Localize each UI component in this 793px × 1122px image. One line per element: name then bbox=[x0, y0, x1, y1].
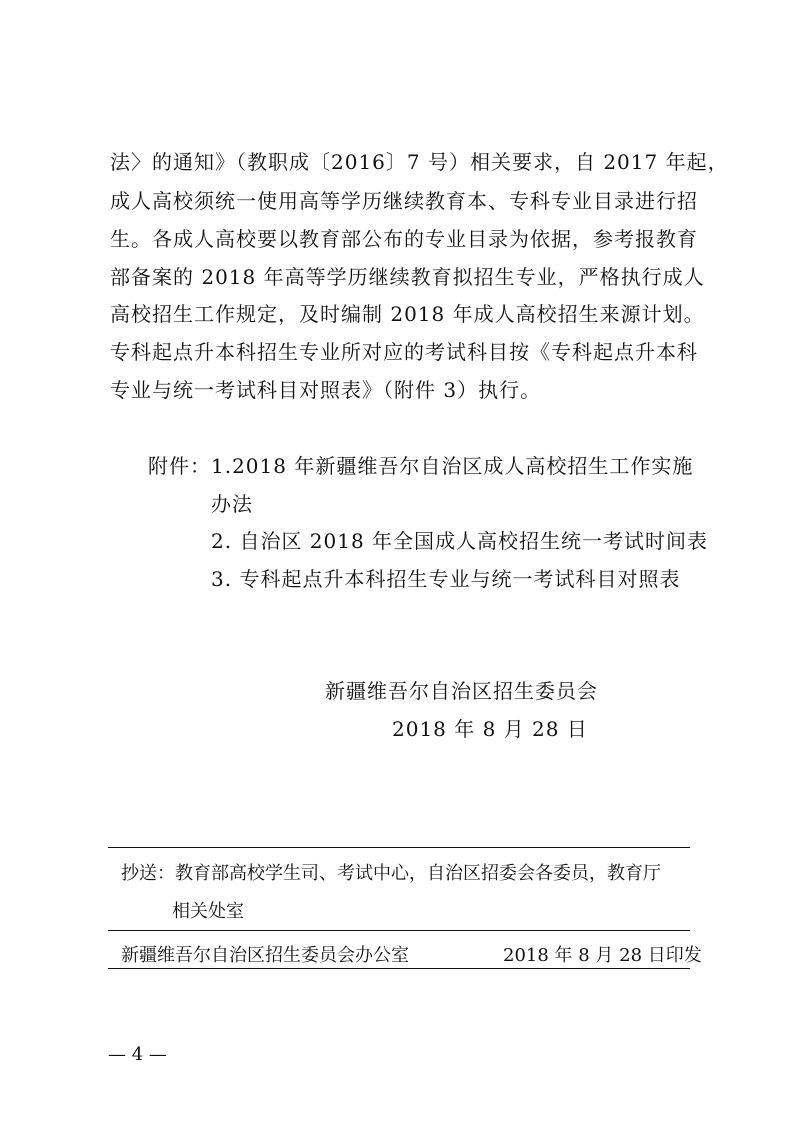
attachment-item: 3. 专科起点升本科招生专业与统一考试科目对照表 bbox=[211, 567, 681, 591]
signing-organization: 新疆维吾尔自治区招生委员会 bbox=[325, 679, 598, 703]
page-number: — 4 — bbox=[108, 1044, 167, 1065]
middle-rule bbox=[108, 930, 690, 931]
attachment-item: 办法 bbox=[211, 492, 253, 516]
issue-date: 2018 年 8 月 28 日印发 bbox=[503, 945, 702, 966]
issuing-office: 新疆维吾尔自治区招生委员会办公室 bbox=[121, 945, 409, 966]
attachments-label: 附件： bbox=[148, 454, 211, 478]
body-line: 法〉的通知》（教职成〔2016〕7 号）相关要求，自 2017 年起， bbox=[110, 150, 729, 174]
body-line: 成人高校须统一使用高等学历继续教育本、专科专业目录进行招 bbox=[110, 189, 698, 213]
body-line: 专业与统一考试科目对照表》（附件 3）执行。 bbox=[110, 378, 542, 402]
body-line: 生。各成人高校要以教育部公布的专业目录为依据，参考报教育 bbox=[110, 227, 698, 251]
body-line: 专科起点升本科招生专业所对应的考试科目按《专科起点升本科 bbox=[110, 340, 698, 364]
cc-line: 抄送：教育部高校学生司、考试中心，自治区招委会各委员，教育厅 bbox=[121, 863, 661, 884]
top-rule bbox=[108, 847, 690, 848]
body-line: 部备案的 2018 年高等学历继续教育拟招生专业，严格执行成人 bbox=[110, 265, 705, 289]
body-line: 高校招生工作规定，及时编制 2018 年成人高校招生来源计划。 bbox=[110, 302, 705, 326]
attachment-item: 1.2018 年新疆维吾尔自治区成人高校招生工作实施 bbox=[211, 454, 694, 478]
signing-date: 2018 年 8 月 28 日 bbox=[392, 717, 588, 741]
cc-line-continued: 相关处室 bbox=[172, 901, 244, 922]
bottom-rule bbox=[108, 968, 690, 969]
attachment-item: 2. 自治区 2018 年全国成人高校招生统一考试时间表 bbox=[211, 529, 709, 553]
